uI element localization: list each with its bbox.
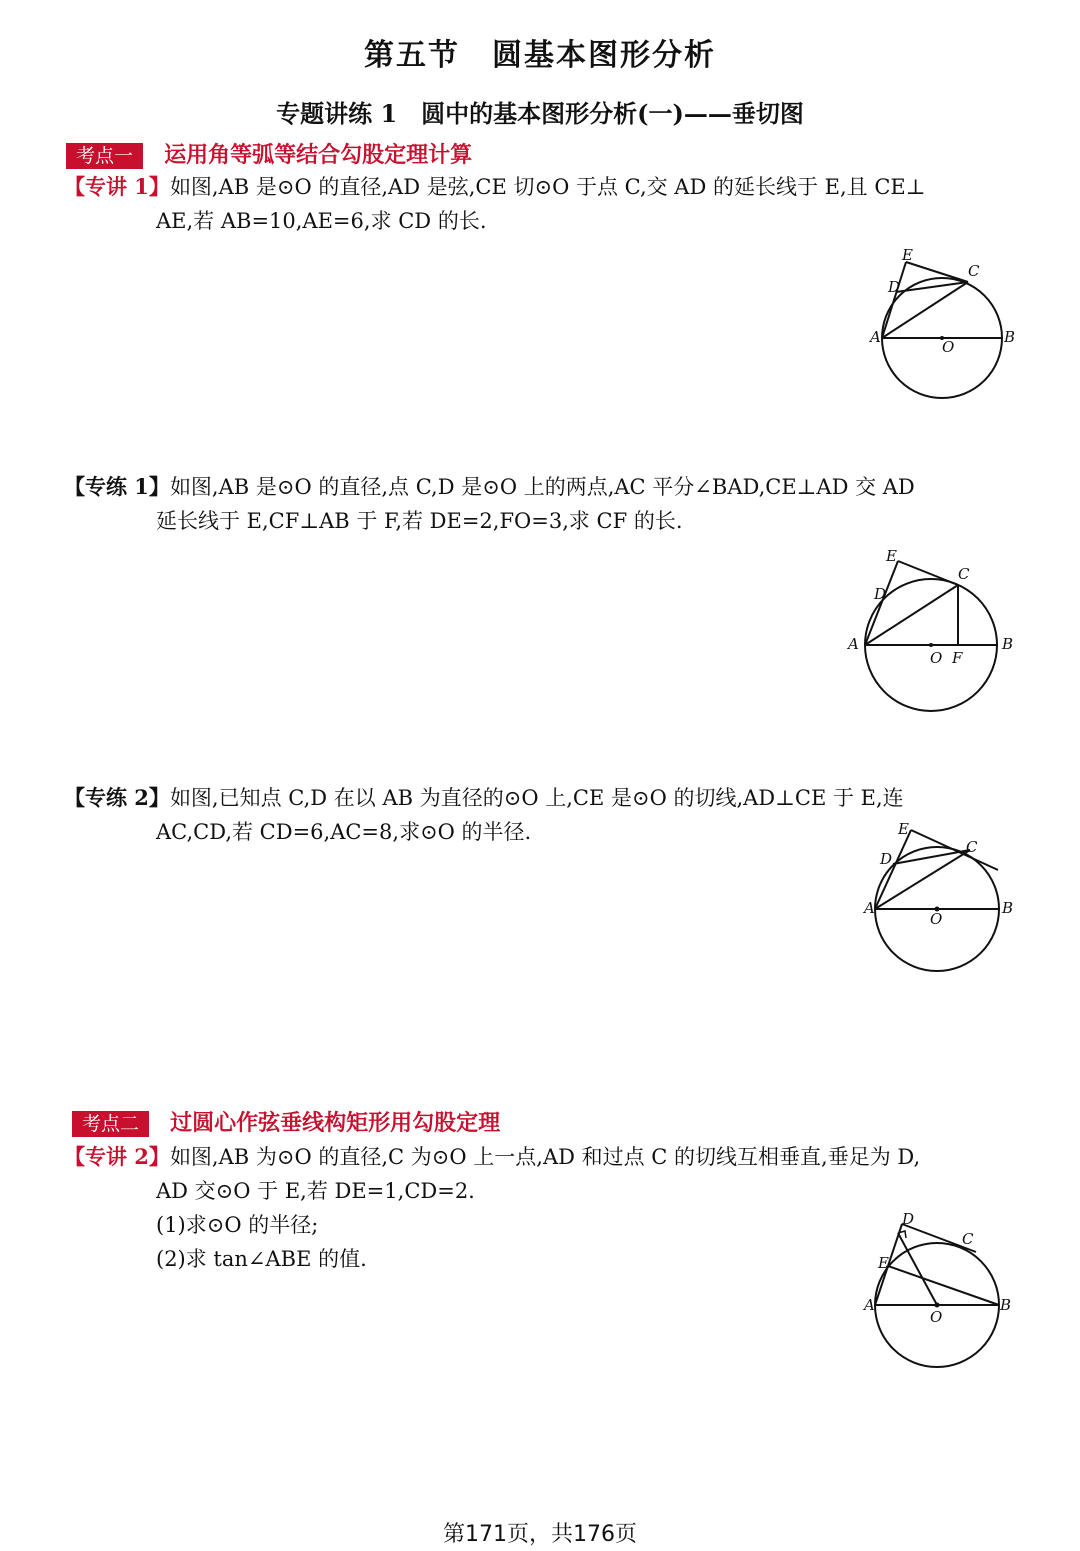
fig4-label-o: O (930, 1308, 943, 1326)
fig2-label-a: A (848, 635, 859, 653)
problem-1-line2: AE,若 AB=10,AE=6,求 CD 的长. (156, 209, 487, 233)
fig4-label-e: E (878, 1254, 889, 1272)
section-1-header (66, 138, 472, 169)
problem-3-line2: AC,CD,若 CD=6,AC=8,求⊙O 的半径. (156, 820, 532, 844)
page-footer: 第171页，共176页 (443, 1522, 637, 1547)
figure-1 (860, 240, 1020, 410)
fig1-label-c: C (968, 262, 980, 280)
fig3-label-o: O (930, 910, 943, 928)
problem-4-question-1: (1)求⊙O 的半径; (156, 1213, 319, 1237)
problem-2-line2: 延长线于 E,CF⊥AB 于 F,若 DE=2,FO=3,求 CF 的长. (156, 509, 683, 533)
fig1-label-d: D (888, 278, 901, 296)
problem-4-line2: AD 交⊙O 于 E,若 DE=1,CD=2. (156, 1179, 475, 1203)
fig4-center-dot (935, 1303, 940, 1308)
problem-2 (64, 470, 1024, 538)
fig3-label-e: E (898, 820, 909, 838)
fig3-label-b: B (1002, 899, 1014, 917)
fig2-center-dot (929, 643, 933, 647)
section-1-topic: 运用角等弧等结合勾股定理计算 (164, 143, 473, 168)
fig1-line-dc (896, 282, 968, 292)
fig4-label-d: D (902, 1210, 915, 1228)
page-title: 第五节 圆基本图形分析 (364, 38, 716, 73)
fig2-label-d: D (874, 585, 887, 603)
problem-1 (64, 170, 1024, 238)
fig2-line-ae (865, 561, 898, 645)
problem-2-line1: 如图,AB 是⊙O 的直径,点 C,D 是⊙O 上的两点,AC 平分∠BAD,CE⊥AD 交 AD (169, 475, 915, 499)
fig2-label-c: C (958, 565, 970, 583)
fig2-line-ec (898, 561, 958, 585)
fig2-label-b: B (1002, 635, 1014, 653)
fig1-label-o: O (942, 338, 955, 356)
fig4-label-c: C (962, 1230, 974, 1248)
fig2-label-o: O (930, 649, 943, 667)
section-2-header (72, 1106, 500, 1137)
problem-4-line1: 如图,AB 为⊙O 的直径,C 为⊙O 上一点,AD 和过点 C 的切线互相垂直,垂足为 D, (169, 1145, 921, 1169)
fig3-label-c: C (966, 838, 978, 856)
figure-4 (858, 1208, 1033, 1373)
fig1-label-a: A (870, 328, 881, 346)
figure-3 (858, 818, 1033, 978)
section-2-tag: 考点二 (72, 1111, 149, 1137)
fig4-line-eb (888, 1266, 999, 1305)
subtitle: 专题讲练 1 圆中的基本图形分析(一)——垂切图 (276, 99, 804, 128)
figure-2 (840, 545, 1025, 720)
problem-2-label: 【专练 1】 (64, 474, 170, 499)
problem-4-label: 【专讲 2】 (64, 1144, 170, 1169)
problem-3-line1: 如图,已知点 C,D 在以 AB 为直径的⊙O 上,CE 是⊙O 的切线,AD⊥CE 于 E,连 (169, 786, 904, 810)
problem-3-label: 【专练 2】 (64, 785, 170, 810)
fig2-label-e: E (886, 547, 897, 565)
fig3-tangent-ce (911, 830, 998, 870)
section-2-topic: 过圆心作弦垂线构矩形用勾股定理 (170, 1111, 501, 1136)
fig2-label-f: F (952, 649, 963, 667)
fig1-label-b: B (1004, 328, 1016, 346)
fig3-label-a: A (864, 899, 875, 917)
problem-1-label: 【专讲 1】 (64, 174, 170, 199)
problem-4-question-2: (2)求 tan∠ABE 的值. (156, 1247, 367, 1271)
fig1-line-ae (882, 262, 906, 338)
fig4-label-b: B (1000, 1296, 1012, 1314)
fig1-label-e: E (902, 246, 913, 264)
fig4-label-a: A (864, 1296, 875, 1314)
section-1-tag: 考点一 (66, 143, 143, 169)
problem-1-line1: 如图,AB 是⊙O 的直径,AD 是弦,CE 切⊙O 于点 C,交 AD 的延长线于 E,且 CE⊥ (169, 175, 926, 199)
fig3-label-d: D (880, 850, 893, 868)
